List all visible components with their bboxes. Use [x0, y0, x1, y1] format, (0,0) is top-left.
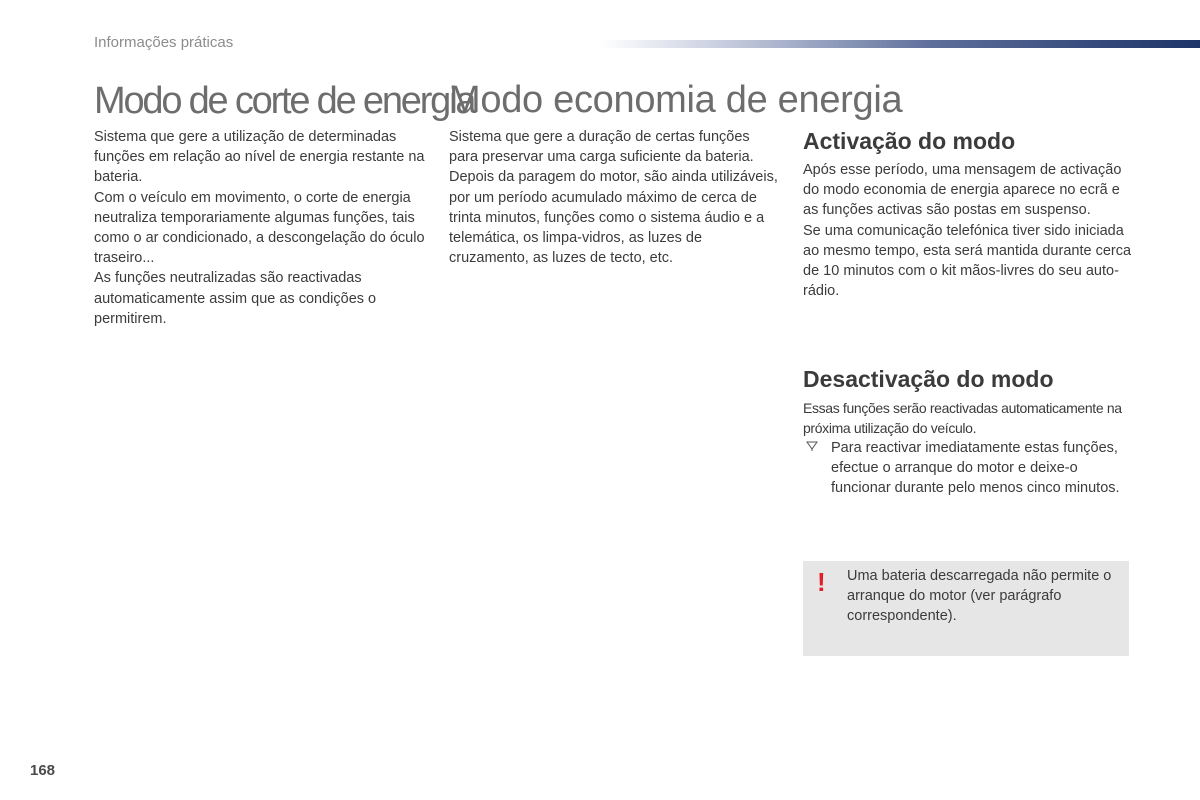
deactivation-text: Essas funções serão reactivadas automaticamente na próxima utilização do veículo. [803, 400, 1122, 437]
title-economia-energia: Modo economia de energia [449, 79, 903, 121]
left-paragraph: As funções neutralizadas são reactivadas automaticamente assim que as condições o permitirem. [94, 270, 377, 327]
page-number: 168 [30, 762, 56, 779]
section-label: Informações práticas [94, 34, 234, 51]
warning-box [803, 561, 1129, 656]
exclamation-icon: ! [817, 567, 826, 597]
activation-text [803, 160, 1133, 301]
activation-paragraph: Após esse período, uma mensagem de activação do modo economia de energia aparece no ecrã e as funções activas são postas em suspenso. [803, 162, 1122, 219]
header-gradient-bar [600, 40, 1200, 48]
left-paragraph: Com o veículo em movimento, o corte de energia neutraliza temporariamente algumas funções, tais como o ar condicionado, a descongelação do óculo traseiro... [94, 189, 425, 267]
middle-column-text: Sistema que gere a duração de certas funções para preservar uma carga suficiente da bateria. Depois da paragem do motor, são ainda utilizáveis, por um período acumulado máximo de cerca de trinta minutos, funções como o sistema áudio e a telemática, os limpa-vidros, as luzes de cruzamento, as luzes de tecto, etc. [449, 129, 778, 267]
warning-text: Uma bateria descarregada não permite o arranque do motor (ver parágrafo correspondente). [847, 568, 1112, 625]
title-corte-energia: Modo de corte de energia [94, 80, 475, 122]
heading-activacao: Activação do modo [803, 128, 1016, 154]
heading-desactivacao: Desactivação do modo [803, 366, 1054, 392]
bullet-text: Para reactivar imediatamente estas funções, efectue o arranque do motor e deixe-o funcionar durante pelo menos cinco minutos. [831, 440, 1120, 497]
left-paragraph: Sistema que gere a utilização de determinadas funções em relação ao nível de energia restante na bateria. [94, 129, 425, 186]
arrow-bullet-icon [806, 438, 818, 458]
left-column-text [94, 127, 426, 329]
activation-paragraph: Se uma comunicação telefónica tiver sido iniciada ao mesmo tempo, esta será mantida durante cerca de 10 minutos com o kit mãos-livres do seu auto-rádio. [803, 222, 1132, 300]
